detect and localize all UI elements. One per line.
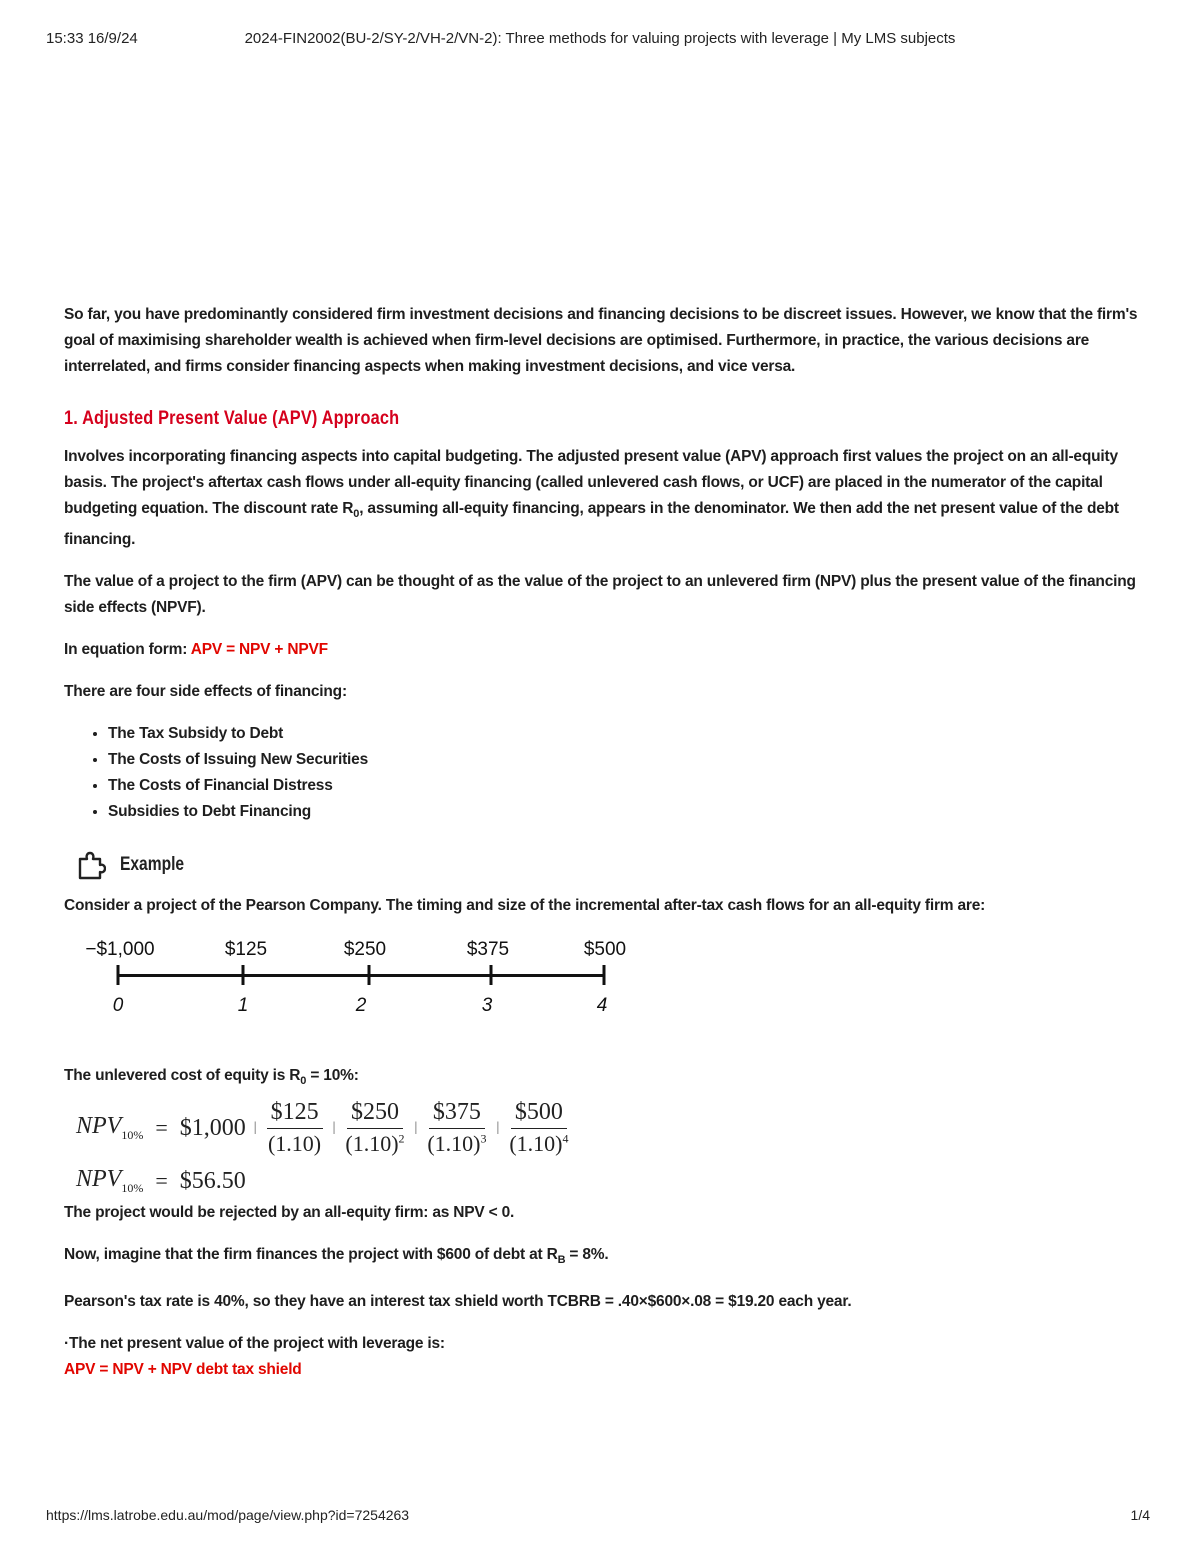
rejection-statement: The project would be rejected by an all-equity firm: as NPV < 0.: [64, 1204, 515, 1222]
page-number: 1/4: [1130, 1507, 1150, 1523]
timeline-tick: [242, 965, 245, 985]
cash-flow-timeline: [78, 939, 678, 1029]
period-label: 2: [355, 995, 367, 1017]
timeline-tick: [490, 965, 493, 985]
apv-value-definition: The value of a project to the firm (APV) can be thought of as the value of the project to an unlevered firm (NPV) plus the present value of the financing side effects (NPVF).: [64, 573, 1136, 617]
discounted-cash-flow-term: $\frac{\$125}{(1.10)}$: [267, 1099, 322, 1157]
discounted-cash-flow-term: $\frac{\$250}{(1.10)^2}$: [345, 1099, 405, 1157]
side-effects-intro: There are four side effects of financing:: [64, 683, 347, 701]
apv-equation-line: In equation form: APV = NPV + NPVF: [64, 641, 328, 659]
example-header: [64, 845, 1144, 885]
cash-flow-amount: $125: [224, 939, 268, 961]
period-label: 3: [481, 995, 493, 1017]
period-label: 1: [237, 995, 249, 1017]
page-title: 2024-FIN2002(BU-2/SY-2/VH-2/VN-2): Three methods for valuing projects with leverage | My LMS subjects: [244, 30, 956, 47]
cash-flow-amount: $500: [583, 939, 627, 961]
print-timestamp: 15:33 16/9/24: [46, 30, 138, 47]
discounted-cash-flow-term: $\frac{\$500}{(1.10)^4}$: [509, 1099, 569, 1157]
cash-flow-amount: $375: [466, 939, 510, 961]
list-item: • Subsidies to Debt Financing: [108, 799, 1144, 825]
levered-npv-intro: ·The net present value of the project with leverage is:: [64, 1335, 445, 1353]
puzzle-piece-icon: [76, 850, 106, 880]
side-effects-list: [64, 721, 1144, 825]
timeline-axis: [118, 974, 604, 977]
apv-description: Involves incorporating financing aspects into capital budgeting. The adjusted present value (APV) approach first values the project on an all-equity basis. The project's aftertax cash flows under all-equity financing (called unlevered cash flows, or UCF) are placed in the numerator of the capital budgeting equation. The discount rate $R_0$, assuming all-equity financing, appears in the denominator. We then add the net present value of the debt financing.: [64, 448, 1119, 549]
apv-equation: APV = NPV + NPVF: [190, 641, 328, 659]
initial-outlay: $1,000: [179, 1114, 246, 1141]
npv-symbol: $NPV_{10\%}$: [76, 1113, 144, 1143]
debt-financing-statement: Now, imagine that the firm finances the project with $600 of debt at $R_B = 8\%$.: [64, 1246, 609, 1267]
timeline-tick: [117, 965, 120, 985]
unlevered-cost-of-equity: The unlevered cost of equity is $R_0 = 10\%$:: [64, 1067, 359, 1088]
page-url: https://lms.latrobe.edu.au/mod/page/view.php?id=7254263: [46, 1507, 410, 1523]
list-item: • The Costs of Issuing New Securities: [108, 747, 1144, 773]
discounted-cash-flow-term: $\frac{\$375}{(1.10)^3}$: [427, 1099, 487, 1157]
levered-apv-equation: APV = NPV + NPV debt tax shield: [64, 1361, 302, 1379]
period-label: 0: [112, 995, 124, 1017]
period-label: 4: [596, 995, 608, 1017]
cash-flow-amount: −$1,000: [85, 939, 155, 961]
intro-paragraph: So far, you have predominantly considered firm investment decisions and financing decisions to be discreet issues. However, we know that the firm's goal of maximising shareholder wealth is achieved when firm-level decisions are optimised. Furthermore, in practice, the various decisions are interrelated, and firms consider financing aspects when making investment decisions, and vice versa.: [64, 306, 1138, 375]
example-intro: Consider a project of the Pearson Company. The timing and size of the incremental after-tax cash flows for an all-equity firm are:: [64, 897, 986, 915]
timeline-tick: [603, 965, 606, 985]
npv-equation: $NPV_{10\%}$ = $1,000 | $\frac{\$125}{(1.10)}$ | $\frac{\$250}{(1.10)^2}$ | $\frac{\$375}{(1.10)^3}$ | $\frac{\$500}{(1.10)^4}$: [76, 1099, 569, 1157]
page-content: [64, 302, 1144, 1383]
list-item: • The Tax Subsidy to Debt: [108, 721, 1144, 747]
tax-shield-statement: Pearson's tax rate is 40%, so they have an interest tax shield worth TCBRB = .40×$600×.08 = $19.20 each year.: [64, 1293, 852, 1311]
equals-sign: =: [155, 1115, 168, 1141]
timeline-tick: [368, 965, 371, 985]
section-heading-apv: 1. Adjusted Present Value (APV) Approach: [64, 408, 400, 429]
npv-value: $56.50: [179, 1167, 246, 1194]
npv-result: $NPV_{10\%}$ = $56.50: [76, 1166, 246, 1196]
cash-flow-amount: $250: [343, 939, 387, 961]
list-item: • The Costs of Financial Distress: [108, 773, 1144, 799]
example-title: Example: [120, 854, 185, 876]
